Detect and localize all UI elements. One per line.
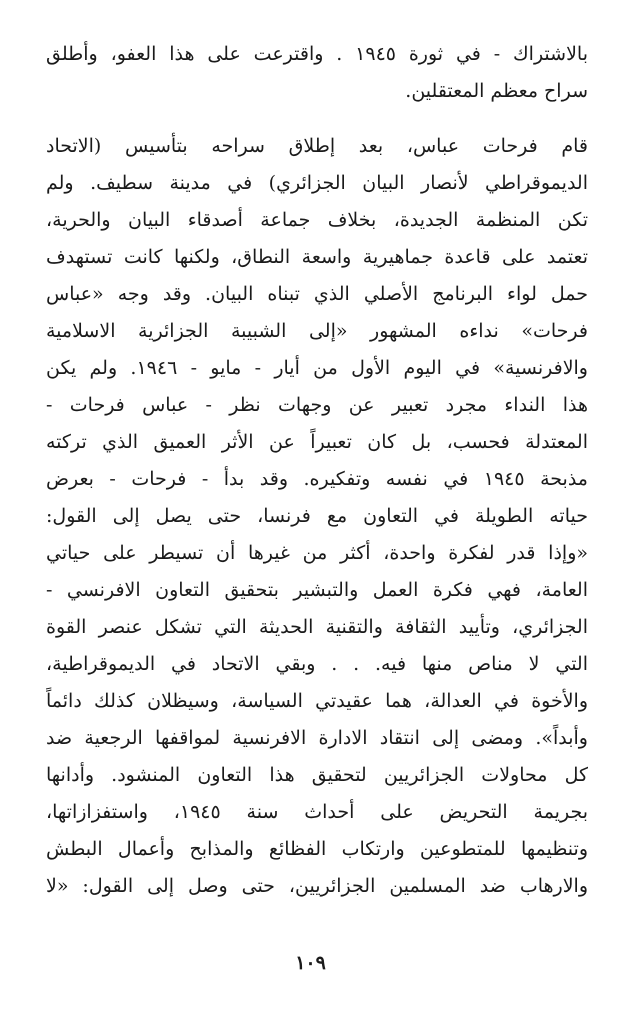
text-line: والارهاب ضد المسلمين الجزائريين، حتى وصل إلى القول: «لا [46, 875, 588, 897]
intro-paragraph [46, 36, 588, 110]
text-line: بجريمة التحريض على أحداث سنة ١٩٤٥، واستفزازاتها، [46, 801, 588, 823]
text-line: بالاشتراك - في ثورة ١٩٤٥ . واقترعت على هذا العفو، وأطلق [46, 43, 588, 65]
text-line: هذا النداء مجرد تعبير عن وجهات نظر - عباس فرحات - [46, 394, 588, 416]
text-line: كل محاولات الجزائريين لتحقيق هذا التعاون المنشود. وأدانها [46, 764, 588, 786]
text-line: قام فرحات عباس، بعد إطلاق سراحه بتأسيس (الاتحاد [46, 135, 588, 157]
text-line: التي لا مناص منها فيه. . . وبقي الاتحاد في الديموقراطية، [46, 653, 588, 675]
text-line: حمل لواء البرنامج الأصلي الذي تبناه البيان. وقد وجه «عباس [46, 283, 588, 305]
text-line: حياته الطويلة في التعاون مع فرنسا، حتى يصل إلى القول: [46, 505, 588, 527]
text-line: وتنظيمها للمتطوعين وارتكاب الفظائع والمذابح وأعمال البطش [46, 838, 588, 860]
text-line: مذبحة ١٩٤٥ في نفسه وتفكيره. وقد بدأ - فرحات - بعرض [46, 468, 588, 490]
text-line: وأبداً». ومضى إلى انتقاد الادارة الافرنسية لمواقفها الرجعية ضد [46, 727, 588, 749]
page-number: ١٠٩ [295, 952, 326, 974]
main-paragraph [46, 128, 588, 905]
text-line: سراح معظم المعتقلين. [405, 80, 588, 102]
book-page-text [46, 36, 588, 905]
text-line: تكن المنظمة الجديدة، بخلاف جماعة أصدقاء البيان والحرية، [46, 209, 588, 231]
text-line: العامة، فهي فكرة العمل والتبشير بتحقيق التعاون الافرنسي - [46, 579, 588, 601]
text-line: والافرنسية» في اليوم الأول من أيار - مايو - ١٩٤٦. ولم يكن [46, 357, 588, 379]
text-line: «وإذا قدر لفكرة واحدة، أكثر من غيرها أن تسيطر على حياتي [46, 542, 588, 564]
text-line: المعتدلة فحسب، بل كان تعبيراً عن الأثر العميق الذي تركته [46, 431, 588, 453]
text-line: فرحات» نداءه المشهور «إلى الشبيبة الجزائرية الاسلامية [46, 320, 588, 342]
text-line: الجزائري، وتأييد الثقافة والتقنية الحديثة التي تشكل عنصر القوة [46, 616, 588, 638]
text-line: والأخوة في العدالة، هما عقيدتي السياسة، وسيظلان كذلك دائماً [46, 690, 588, 712]
text-line: تعتمد على قاعدة جماهيرية واسعة النطاق، ولكنها كانت تستهدف [46, 246, 588, 268]
text-line: الديموقراطي لأنصار البيان الجزائري) في مدينة سطيف. ولم [46, 172, 588, 194]
